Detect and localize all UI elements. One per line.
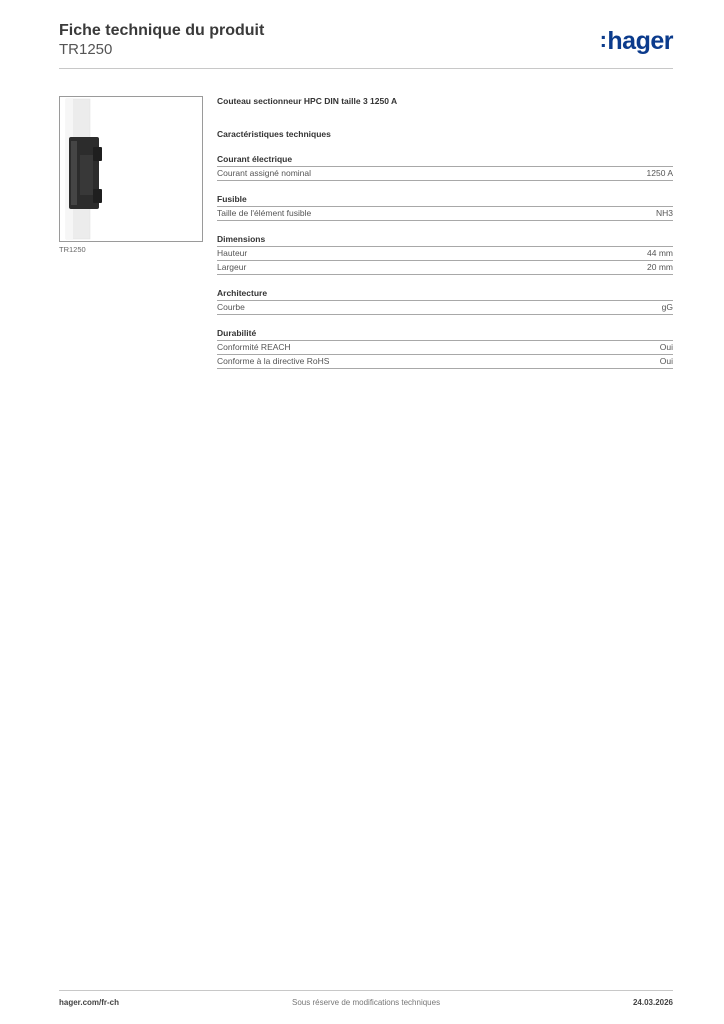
spec-row (217, 167, 673, 181)
spec-row (217, 207, 673, 221)
logo-text: hager (607, 27, 673, 55)
spec-value: 20 mm (647, 262, 673, 272)
spec-row (217, 247, 673, 261)
spec-label: Conforme à la directive RoHS (217, 356, 330, 366)
footer-website-link[interactable]: hager.com/fr-ch (59, 998, 120, 1007)
product-reference: TR1250 (59, 41, 113, 58)
spec-label: Courant assigné nominal (217, 168, 312, 178)
spec-group-architecture (217, 288, 673, 315)
spec-group-durabilite (217, 328, 673, 369)
logo-dots-icon: : (599, 27, 607, 52)
spec-value: gG (661, 302, 673, 312)
page-title: Fiche technique du produit (59, 22, 265, 39)
spec-row (217, 355, 673, 369)
header-divider (59, 68, 673, 69)
spec-group-courant (217, 154, 673, 181)
spec-group-fusible (217, 194, 673, 221)
spec-row (217, 341, 673, 355)
spec-label: Largeur (217, 262, 247, 272)
footer-divider (59, 990, 673, 991)
spec-heading: Caractéristiques techniques (217, 129, 331, 139)
spec-value: 1250 A (646, 168, 673, 178)
spec-section (217, 96, 673, 369)
product-image-frame (59, 96, 203, 242)
spec-group-title: Courant électrique (217, 154, 673, 167)
spec-group-dimensions (217, 234, 673, 275)
hager-logo (600, 28, 673, 55)
spec-row (217, 301, 673, 315)
spec-value: 44 mm (647, 248, 673, 258)
spec-label: Hauteur (217, 248, 248, 258)
spec-label: Courbe (217, 302, 245, 312)
product-image (60, 97, 202, 241)
spec-group-title: Fusible (217, 194, 673, 207)
footer-notice: Sous réserve de modifications techniques (292, 998, 441, 1007)
spec-value: Oui (659, 356, 673, 366)
spec-row (217, 261, 673, 275)
spec-group-title: Architecture (217, 288, 673, 301)
product-description: Couteau sectionneur HPC DIN taille 3 1250 A (217, 96, 398, 106)
page-header (59, 22, 673, 59)
spec-value: Oui (659, 342, 673, 352)
spec-group-title: Dimensions (217, 234, 673, 247)
spec-value: NH3 (655, 208, 673, 218)
product-image-caption: TR1250 (59, 245, 86, 254)
spec-label: Conformité REACH (217, 342, 291, 352)
spec-label: Taille de l'élément fusible (217, 208, 312, 218)
footer-date: 24.03.2026 (632, 998, 673, 1007)
spec-group-title: Durabilité (217, 328, 673, 341)
